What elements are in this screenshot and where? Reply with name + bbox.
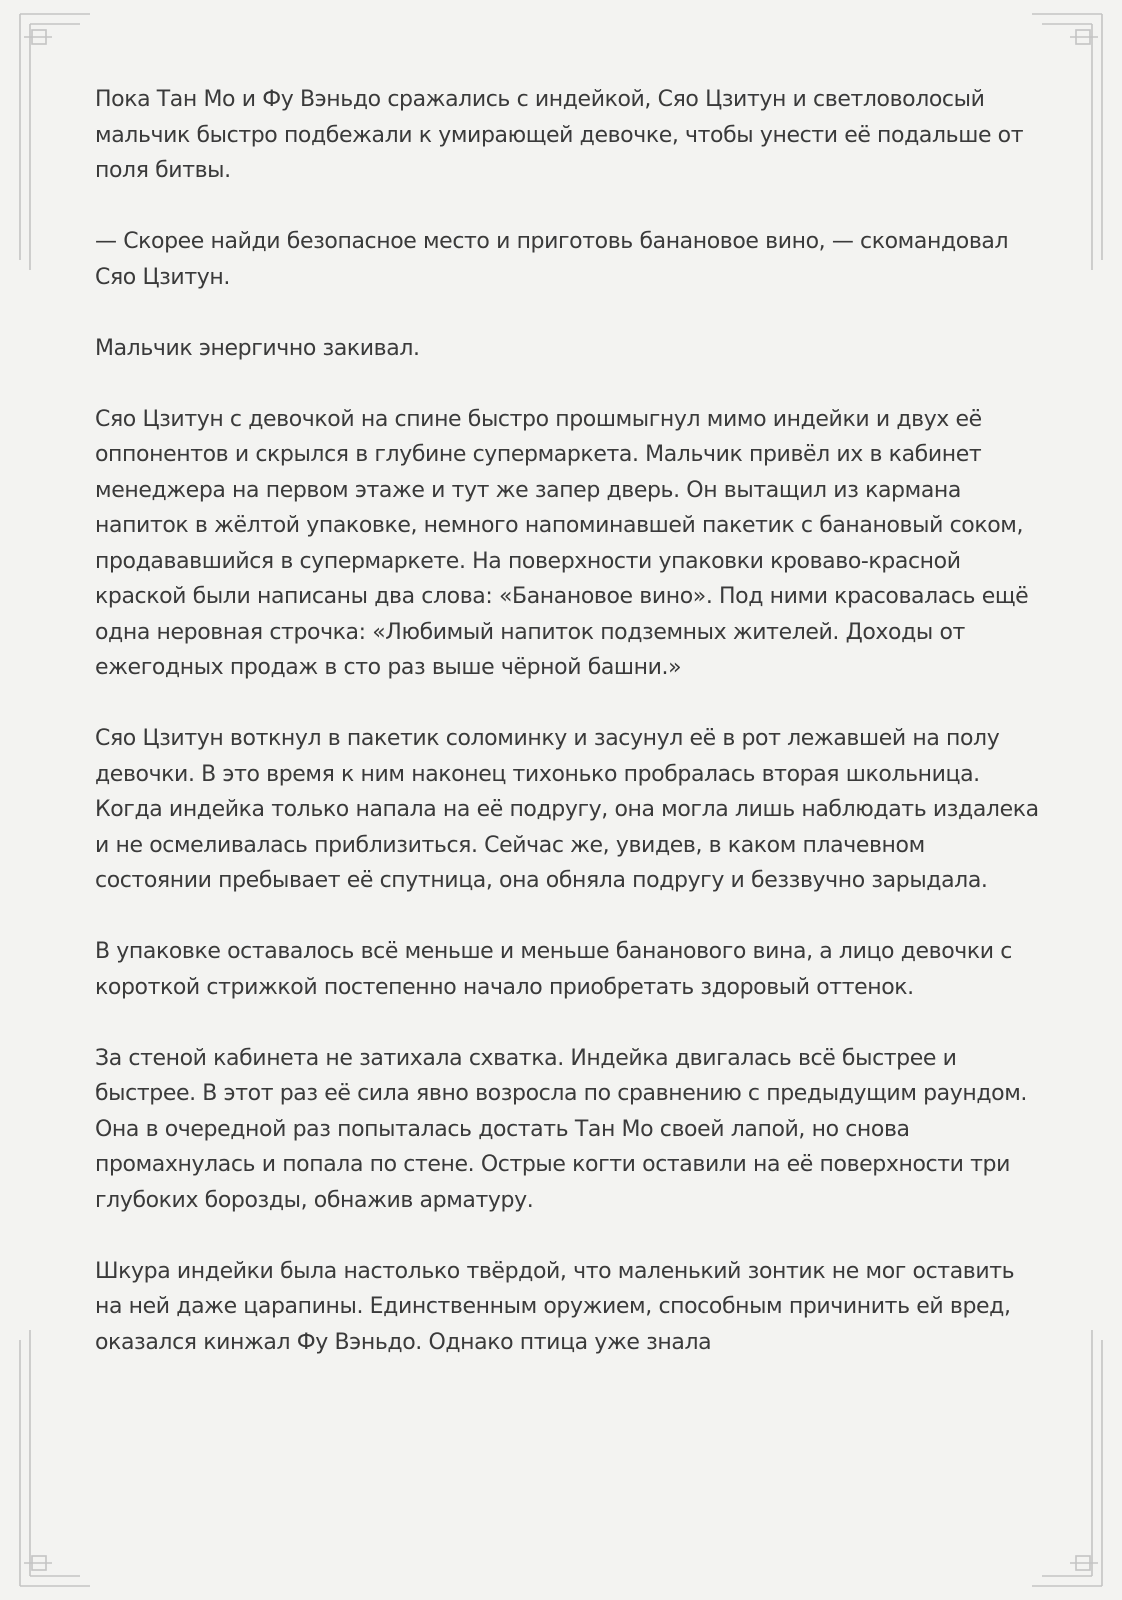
corner-ornament-bottom-left (20, 1330, 90, 1586)
paragraph-4: Сяо Цзитун с девочкой на спине быстро прошмыгнул мимо индейки и двух её оппонентов и скрылся в глубине супермаркета. Мальчик привёл их в кабинет менеджера на первом этаже и тут же запер дверь. Он вытащил из кармана напиток в жёлтой упаковке, немного напоминавшей пакетик с банановый соком, продававшийся в супермаркете. На поверхности упаковки кроваво-красной краской были написаны два слова: «Банановое вино». Под ними красовалась ещё одна неровная строчка: «Любимый напиток подземных жителей. Доходы от ежегодных продаж в сто раз выше чёрной башни.» (95, 406, 1029, 680)
chapter-text (95, 82, 1040, 1396)
paragraph-7: За стеной кабинета не затихала схватка. Индейка двигалась всё быстрее и быстрее. В этот раз её сила явно возросла по сравнению с предыдущим раундом. Она в очередной раз попыталась достать Тан Мо своей лапой, но снова промахнулась и попала по стене. Острые когти оставили на её поверхности три глубоких борозды, обнажив арматуру. (95, 1045, 1028, 1213)
corner-ornament-top-left (20, 14, 90, 270)
corner-ornament-top-right (1032, 14, 1102, 270)
paragraph-5: Сяо Цзитун воткнул в пакетик соломинку и засунул её в рот лежавшей на полу девочки. В это время к ним наконец тихонько пробралась вторая школьница. Когда индейка только напала на её подругу, она могла лишь наблюдать издалека и не осмеливалась приблизиться. Сейчас же, увидев, в каком плачевном состоянии пребывает её спутница, она обняла подругу и беззвучно зарыдала. (95, 726, 1039, 893)
paragraph-2: — Скорее найди безопасное место и приготовь банановое вино, — скомандовал Сяо Цзитун. (95, 229, 1009, 290)
paragraph-1: Пока Тан Мо и Фу Вэньдо сражались с индейкой, Сяо Цзитун и светловолосый мальчик быстро подбежали к умирающей девочке, чтобы унести её подальше от поля битвы. (95, 87, 1024, 183)
paragraph-6: В упаковке оставалось всё меньше и меньше бананового вина, а лицо девочки с короткой стрижкой постепенно начало приобретать здоровый оттенок. (95, 939, 1012, 1000)
paragraph-8: Шкура индейки была настолько твёрдой, что маленький зонтик не мог оставить на ней даже царапины. Единственным оружием, способным причинить ей вред, оказался кинжал Фу Вэньдо. Однако птица уже знала (95, 1258, 1015, 1355)
paragraph-3: Мальчик энергично закивал. (95, 335, 420, 361)
corner-ornament-bottom-right (1032, 1330, 1102, 1586)
